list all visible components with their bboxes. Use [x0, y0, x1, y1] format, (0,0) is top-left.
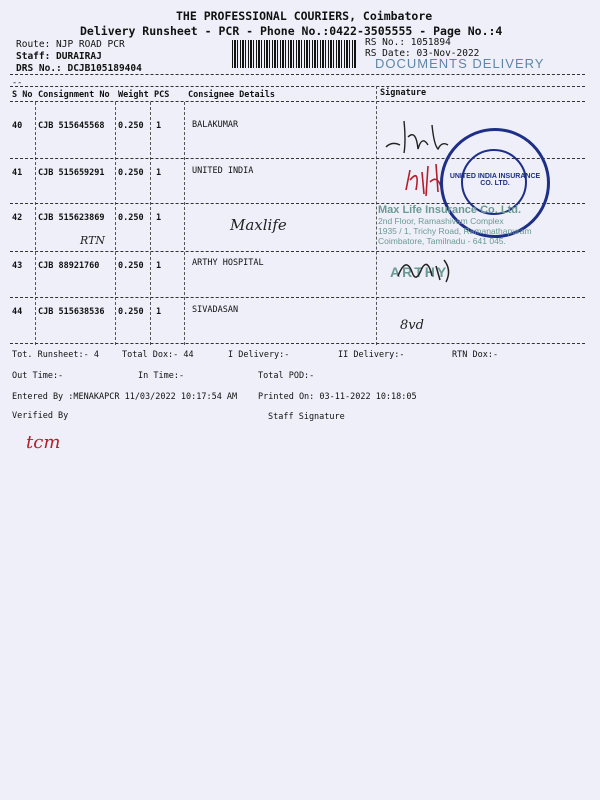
- tot-runsheet: Tot. Runsheet:- 4: [12, 350, 99, 360]
- rs-number: RS No.: 1051894: [365, 37, 451, 48]
- staff-label: Staff: DURAIRAJ: [16, 51, 102, 62]
- entered-by: Entered By :MENAKAPCR 11/03/2022 10:17:54 AM: [12, 392, 238, 402]
- handwritten-rtn-note: RTN: [80, 234, 106, 247]
- column-separator: [35, 102, 36, 345]
- row-weight: 0.250: [118, 168, 144, 178]
- drs-number: DRS No.: DCJB105189404: [16, 63, 142, 74]
- row-sno: 40: [12, 121, 23, 131]
- signature-arthy: [392, 250, 462, 290]
- maxlife-stamp-line1: Max Life Insurance Co. Ltd.: [378, 204, 522, 216]
- row-consignment: CJB 515623869: [38, 213, 105, 223]
- row-pcs: 1: [156, 261, 162, 271]
- row-divider: [10, 343, 585, 344]
- row-pcs: 1: [156, 307, 162, 317]
- col-pcs: PCS: [154, 90, 170, 100]
- row-pcs: 1: [156, 168, 162, 178]
- row-consignment: CJB 515638536: [38, 307, 105, 317]
- i-delivery: I Delivery:-: [228, 350, 290, 360]
- maxlife-stamp-line2: 2nd Floor, Ramashivam Complex: [378, 216, 504, 226]
- column-separator: [184, 102, 185, 345]
- row-divider: [10, 251, 585, 252]
- total-pod: Total POD:-: [258, 371, 315, 381]
- column-separator: [115, 102, 116, 345]
- arthy-stamp: ARTHY: [390, 264, 449, 280]
- verified-by: Verified By: [12, 411, 69, 421]
- staff-signature: Staff Signature: [268, 412, 345, 422]
- signature-sivadasan: 8vd: [400, 318, 424, 333]
- row-consignee: UNITED INDIA: [192, 166, 254, 176]
- col-signature: Signature: [380, 88, 427, 98]
- column-separator: [150, 102, 151, 345]
- row-consignment: CJB 515645568: [38, 121, 105, 131]
- row-consignment: CJB 515659291: [38, 168, 105, 178]
- col-weight: Weight: [118, 90, 149, 100]
- printed-on: Printed On: 03-11-2022 10:18:05: [258, 392, 417, 402]
- maxlife-stamp-line4: Coimbatore, Tamilnadu - 641 045.: [378, 236, 506, 246]
- column-separator: [376, 86, 377, 345]
- header-dashes: --: [12, 78, 23, 88]
- maxlife-stamp-line3: 1935 / 1, Trichy Road, Ramanathapuram: [378, 226, 532, 236]
- ii-delivery: II Delivery:-: [338, 350, 405, 360]
- route-label: Route: NJP ROAD PCR: [16, 39, 125, 50]
- handwritten-consignee: Maxlife: [230, 216, 287, 234]
- row-sno: 41: [12, 168, 23, 178]
- row-divider: [10, 297, 585, 298]
- row-weight: 0.250: [118, 121, 144, 131]
- row-consignment: CJB 88921760: [38, 261, 100, 271]
- row-weight: 0.250: [118, 307, 144, 317]
- in-time: In Time:-: [138, 371, 185, 381]
- rs-date: RS Date: 03-Nov-2022: [365, 48, 480, 59]
- verified-signature: tcm: [26, 432, 61, 453]
- documents-delivery-stamp: DOCUMENTS DELIVERY: [375, 56, 545, 71]
- maxlife-stamp: [378, 204, 532, 246]
- total-dox: Total Dox:- 44: [122, 350, 194, 360]
- rtn-dox: RTN Dox:-: [452, 350, 499, 360]
- row-pcs: 1: [156, 121, 162, 131]
- barcode: [232, 40, 356, 68]
- row-weight: 0.250: [118, 213, 144, 223]
- row-sno: 42: [12, 213, 23, 223]
- divider: [10, 86, 585, 87]
- row-consignee: SIVADASAN: [192, 305, 239, 315]
- row-sno: 43: [12, 261, 23, 271]
- row-consignee: BALAKUMAR: [192, 120, 239, 130]
- row-sno: 44: [12, 307, 23, 317]
- col-sno: S No: [12, 90, 33, 100]
- col-consignment: Consignment No: [38, 90, 110, 100]
- out-time: Out Time:-: [12, 371, 64, 381]
- divider: [10, 101, 585, 102]
- row-pcs: 1: [156, 213, 162, 223]
- col-consignee: Consignee Details: [188, 90, 275, 100]
- runsheet-title: Delivery Runsheet - PCR - Phone No.:0422-3505555 - Page No.:4: [80, 24, 503, 38]
- company-title: THE PROFESSIONAL COURIERS, Coimbatore: [176, 9, 433, 23]
- united-india-seal: UNITED INDIA INSURANCE CO. LTD.: [440, 128, 550, 238]
- row-consignee: ARTHY HOSPITAL: [192, 258, 264, 268]
- row-weight: 0.250: [118, 261, 144, 271]
- divider: [10, 74, 585, 75]
